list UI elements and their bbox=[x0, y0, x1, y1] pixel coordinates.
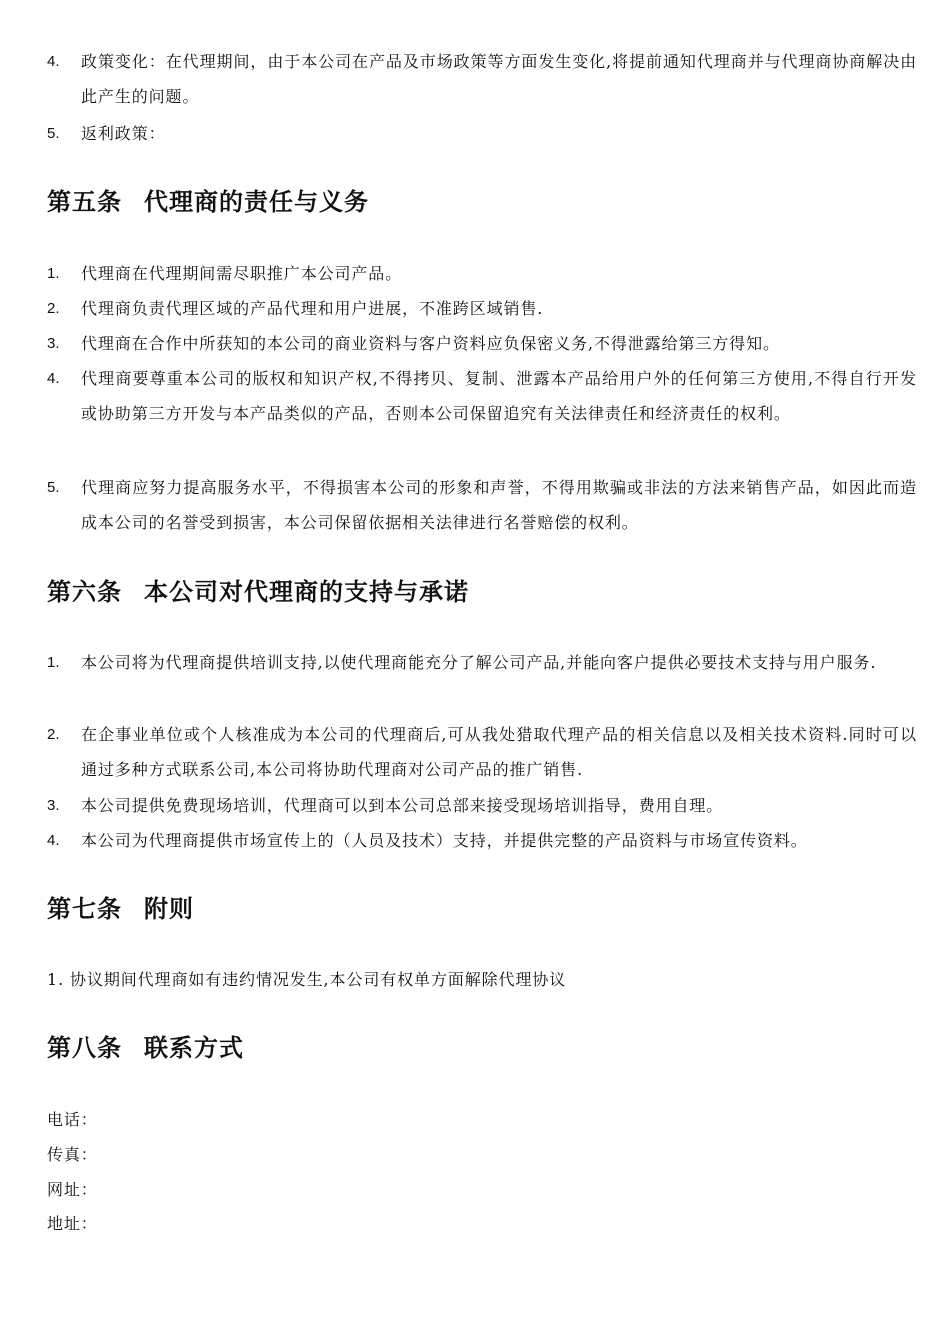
list-number: 5. bbox=[47, 479, 60, 496]
list-number: 4. bbox=[47, 832, 60, 849]
list-number: 4. bbox=[47, 370, 60, 387]
contact-address: 地址： bbox=[47, 1214, 98, 1233]
list-item bbox=[47, 44, 917, 114]
section-heading-5 bbox=[47, 186, 369, 218]
list-item bbox=[47, 116, 917, 151]
list-text: 代理商应努力提高服务水平，不得损害本公司的形象和声誉，不得用欺骗或非法的方法来销售产品，如因此而造成本公司的名誉受到损害，本公司保留依据相关法律进行名誉赔偿的权利。 bbox=[81, 478, 917, 532]
section-title: 代理商的责任与义务 bbox=[144, 187, 369, 216]
list-number: 2. bbox=[47, 726, 60, 743]
section-heading-7 bbox=[47, 893, 194, 925]
list-item bbox=[47, 645, 917, 680]
section-heading-8 bbox=[47, 1032, 244, 1064]
list-item bbox=[47, 361, 917, 431]
list-item bbox=[47, 788, 917, 823]
section-title: 附则 bbox=[144, 894, 194, 923]
list-number: 5. bbox=[47, 125, 60, 142]
list-text: 代理商要尊重本公司的版权和知识产权,不得拷贝、复制、泄露本产品给用户外的任何第三方使用,不得自行开发或协助第三方开发与本产品类似的产品，否则本公司保留追究有关法律责任和经济责任的权利。 bbox=[81, 369, 917, 423]
list-text: 代理商在代理期间需尽职推广本公司产品。 bbox=[81, 264, 403, 283]
list-text: 在企事业单位或个人核准成为本公司的代理商后,可从我处猎取代理产品的相关信息以及相关技术资料.同时可以通过多种方式联系公司,本公司将协助代理商对公司产品的推广销售. bbox=[81, 725, 917, 779]
list-text: 本公司提供免费现场培训，代理商可以到本公司总部来接受现场培训指导，费用自理。 bbox=[81, 796, 724, 815]
list-number: 1. bbox=[47, 654, 60, 671]
section-label: 第六条 bbox=[47, 577, 122, 606]
contact-website: 网址： bbox=[47, 1180, 98, 1199]
list-number: 1. bbox=[47, 265, 60, 282]
section-label: 第五条 bbox=[47, 187, 122, 216]
list-number: 2. bbox=[47, 300, 60, 317]
section-heading-6 bbox=[47, 576, 469, 608]
list-item bbox=[47, 470, 917, 540]
list-item bbox=[47, 326, 917, 361]
list-item bbox=[47, 256, 917, 291]
section-label: 第七条 bbox=[47, 894, 122, 923]
list-text: 代理商负责代理区域的产品代理和用户进展，不准跨区域销售. bbox=[81, 299, 544, 318]
list-number: 3. bbox=[47, 797, 60, 814]
list-item bbox=[47, 717, 917, 787]
list-item bbox=[47, 823, 917, 858]
section-title: 本公司对代理商的支持与承诺 bbox=[144, 577, 469, 606]
list-text: 本公司为代理商提供市场宣传上的（人员及技术）支持，并提供完整的产品资料与市场宣传资料。 bbox=[81, 831, 808, 850]
section-label: 第八条 bbox=[47, 1033, 122, 1062]
list-number: 3. bbox=[47, 335, 60, 352]
section-title: 联系方式 bbox=[144, 1033, 244, 1062]
appendix-clause: 1. 协议期间代理商如有违约情况发生,本公司有权单方面解除代理协议 bbox=[47, 970, 567, 989]
list-item bbox=[47, 291, 917, 326]
contact-fax: 传真： bbox=[47, 1145, 98, 1164]
list-text: 代理商在合作中所获知的本公司的商业资料与客户资料应负保密义务,不得泄露给第三方得知。 bbox=[81, 334, 780, 353]
list-number: 4. bbox=[47, 53, 60, 70]
list-text: 返利政策： bbox=[81, 124, 166, 143]
list-text: 本公司将为代理商提供培训支持,以使代理商能充分了解公司产品,并能向客户提供必要技术支持与用户服务. bbox=[81, 653, 877, 672]
contact-phone: 电话： bbox=[47, 1110, 98, 1129]
list-text: 政策变化：在代理期间，由于本公司在产品及市场政策等方面发生变化,将提前通知代理商并与代理商协商解决由此产生的问题。 bbox=[81, 52, 917, 106]
